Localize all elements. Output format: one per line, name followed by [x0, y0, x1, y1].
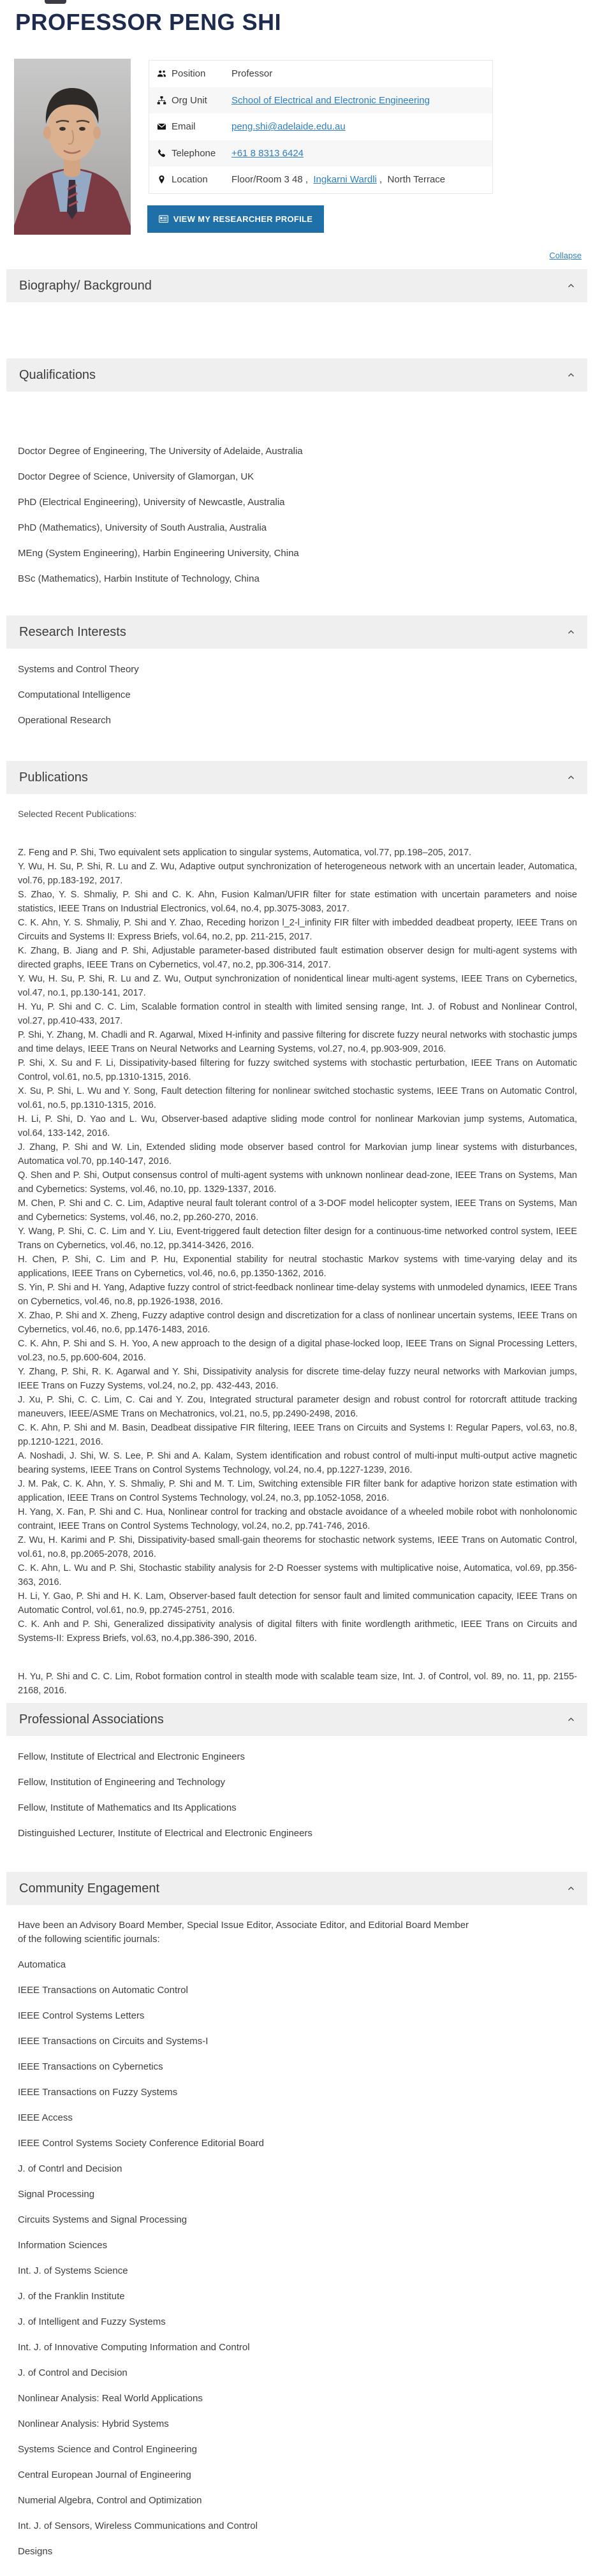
journal-item: J. of Contrl and Decision	[18, 2163, 122, 2174]
publication-item: H. Yu, P. Shi and C. C. Lim, Scalable formation control in stealth with limited sensing range, Int. J. of Robust and Nonlinear Control, vol.27, pp.410-433, 2017.	[18, 1002, 577, 1026]
journal-item: J. of Intelligent and Fuzzy Systems	[18, 2316, 166, 2327]
publication-last	[18, 1670, 577, 1698]
publication-item: P. Shi, X. Su and F. Li, Dissipativity-based filtering for fuzzy switched systems with stochastic perturbation, IEEE Trans on Automatic Control, vol.61, no.5, pp.1310-1315, 2016.	[18, 1058, 577, 1082]
publication-item: M. Chen, P. Shi and C. C. Lim, Adaptive neural fault tolerant control of a 3-DOF model helicopter system, IEEE Trans on Systems, Man and Cybernetics: Systems, vol.46, no.2, pp.260-270, 2016.	[18, 1198, 577, 1223]
journal-item: Nonlinear Analysis: Real World Applications	[18, 2392, 203, 2404]
contact-row-telephone	[149, 140, 492, 167]
section-title: Biography/ Background	[19, 278, 152, 293]
contact-row-location	[149, 166, 492, 193]
portrait-illustration	[14, 59, 131, 235]
telephone-link[interactable]: +61 8 8313 6424	[231, 147, 304, 159]
envelope-icon	[157, 122, 166, 131]
section-title: Publications	[19, 770, 88, 784]
publication-item: Y. Wu, H. Su, P. Shi, R. Lu and Z. Wu, Adaptive output synchronization of heterogeneous network with an uncertain leader, Automatica, vol.76, pp.183-192, 2017.	[18, 862, 577, 886]
publication-item: Q. Shen and P. Shi, Output consensus control of multi-agent systems with unknown nonlinear dead-zone, IEEE Trans on Systems, Man and Cybernetics: Systems, vol.46, no.10, pp. 1329-1337, 2016.	[18, 1170, 577, 1195]
position-value: Professor	[231, 68, 273, 80]
collapse-all-link[interactable]: Collapse	[549, 251, 582, 260]
chevron-up-icon	[568, 283, 575, 288]
id-card-icon	[159, 214, 168, 224]
publication-item: C. K. Ahn, P. Shi and S. H. Yoo, A new approach to the design of a digital phase-locked loop, IEEE Trans on Signal Processing Letters, vol.23, no.5, pp.600-604, 2016.	[18, 1339, 577, 1363]
chevron-up-icon	[568, 1717, 575, 1722]
publications-list	[18, 846, 577, 1645]
chevron-up-icon	[568, 1886, 575, 1891]
journal-item: Information Sciences	[18, 2239, 108, 2251]
association-item: Fellow, Institution of Engineering and Technology	[18, 1776, 225, 1788]
journal-item: IEEE Access	[18, 2112, 73, 2123]
field-label: Org Unit	[172, 94, 207, 106]
publication-item: J. Zhang, P. Shi and W. Lin, Extended sliding mode observer based control for Markovian jump linear systems with disturbances, Automatica vol.70, pp.140-147, 2016.	[18, 1142, 577, 1167]
qualification-item: MEng (System Engineering), Harbin Engineering University, China	[18, 547, 299, 559]
contact-row-email	[149, 114, 492, 140]
publication-item: Y. Zhang, P. Shi, R. K. Agarwal and Y. Shi, Dissipativity analysis for discrete time-delay fuzzy neural networks with Markovian jumps, IEEE Trans on Fuzzy Systems, vol.24, no.2, pp. 432-443, 2016.	[18, 1367, 577, 1391]
publication-item: J. M. Pak, C. K. Ahn, Y. S. Shmaliy, P. Shi and M. T. Lim, Switching extensible FIR filter bank for adaptive horizon state estimation with application, IEEE Trans on Control Systems Technology, vol.24, no.3, pp.1052-1058, 2016.	[18, 1479, 577, 1503]
publication-item: K. Zhang, B. Jiang and P. Shi, Adjustable parameter-based distributed fault estimation observer design for multi-agent systems with directed graphs, IEEE Trans on Cybernetics, vol.47, no.2, pp.306-314, 2017.	[18, 946, 577, 970]
phone-icon	[157, 149, 166, 158]
journal-item: Int. J. of Systems Science	[18, 2265, 128, 2276]
publication-item: X. Su, P. Shi, L. Wu and Y. Song, Fault detection filtering for nonlinear switched stochastic systems, IEEE Trans on Automatic Control, vol.61, no.5, pp.1310-1315, 2016.	[18, 1086, 577, 1110]
journal-item: Automatica	[18, 1959, 66, 1970]
research-interest-item: Systems and Control Theory	[18, 663, 139, 675]
qualification-item: BSc (Mathematics), Harbin Institute of Technology, China	[18, 573, 260, 584]
publication-item: A. Noshadi, J. Shi, W. S. Lee, P. Shi and A. Kalam, System identification and robust control of multi-input multi-output active magnetic bearing systems, IEEE Trans on Control Systems Technology, vol.24, no.4, pp.1227-1239, 2016.	[18, 1451, 577, 1475]
association-item: Fellow, Institute of Mathematics and Its Applications	[18, 1802, 237, 1813]
field-label: Email	[172, 121, 196, 133]
professional-associations-list	[18, 1744, 312, 1846]
location-suffix: , North Terrace	[376, 174, 446, 186]
section-title: Research Interests	[19, 624, 126, 639]
journal-item: Signal Processing	[18, 2188, 95, 2200]
journal-item: Int. J. of Sensors, Wireless Communications and Control	[18, 2520, 258, 2531]
journal-item: Numerial Algebra, Control and Optimization	[18, 2494, 202, 2506]
contact-table	[149, 60, 493, 194]
publication-item: H. Yu, P. Shi and C. C. Lim, Robot formation control in stealth mode with scalable team size, Int. J. of Control, vol. 89, no. 11, pp. 2155-2168, 2016.	[18, 1672, 577, 1696]
view-researcher-profile-button[interactable]	[147, 205, 324, 233]
users-icon	[157, 69, 166, 78]
section-header-research-interests[interactable]	[6, 615, 587, 649]
section-title: Qualifications	[19, 367, 96, 382]
publication-item: Y. Wu, H. Su, P. Shi, R. Lu and Z. Wu, Output synchronization of nonidentical linear multi-agent systems, IEEE Trans on Cybernetics, vol.47, no.1, pp.130-141, 2017.	[18, 974, 577, 998]
button-label: VIEW MY RESEARCHER PROFILE	[173, 214, 313, 224]
publication-item: H. Yang, X. Fan, P. Shi and C. Hua, Nonlinear control for tracking and obstacle avoidance of a wheeled mobile robot with nonholonomic contraint, IEEE Trans on Control Systems Technology, vol.24, no.2, pp.741-746, 2016.	[18, 1507, 577, 1531]
journals-list	[18, 1952, 264, 2564]
section-header-community-engagement[interactable]	[6, 1872, 587, 1905]
section-header-publications[interactable]	[6, 761, 587, 794]
location-value	[231, 174, 492, 185]
section-header-biography[interactable]	[6, 269, 587, 302]
chevron-up-icon	[568, 775, 575, 780]
journal-item: Designs	[18, 2545, 53, 2557]
journal-item: Circuits Systems and Signal Processing	[18, 2214, 187, 2225]
journal-item: J. of the Franklin Institute	[18, 2290, 125, 2302]
top-crop-artifact	[45, 0, 66, 4]
journal-item: Systems Science and Control Engineering	[18, 2443, 197, 2455]
section-header-qualifications[interactable]	[6, 358, 587, 392]
profile-photo	[14, 59, 131, 235]
section-title: Professional Associations	[19, 1712, 164, 1726]
location-prefix: Floor/Room 3 48 ,	[231, 174, 314, 186]
qualification-item: Doctor Degree of Science, University of Glamorgan, UK	[18, 471, 254, 482]
association-item: Fellow, Institute of Electrical and Electronic Engineers	[18, 1751, 246, 1762]
qualifications-list	[18, 438, 303, 591]
sitemap-icon	[157, 96, 166, 105]
email-link[interactable]: peng.shi@adelaide.edu.au	[231, 121, 346, 133]
field-label: Position	[172, 68, 206, 80]
journal-item: IEEE Transactions on Fuzzy Systems	[18, 2086, 178, 2098]
contact-row-org-unit	[149, 87, 492, 114]
publication-item: H. Li, Y. Gao, P. Shi and H. K. Lam, Observer-based fault detection for sensor fault and limited communication capacity, IEEE Trans on Automatic Control, vol.61, no.9, pp.2745-2751, 2016.	[18, 1591, 577, 1616]
section-header-professional-associations[interactable]	[6, 1703, 587, 1736]
publication-item: C. K. Ahn, Y. S. Shmaliy, P. Shi and Y. Zhao, Receding horizon l_2-l_infinity FIR filter with imbedded deadbeat property, IEEE Trans on Circuits and Systems II: Express Briefs, vol.64, no.2, pp. 211-215, 2017.	[18, 918, 577, 942]
publication-item: Z. Wu, H. Karimi and P. Shi, Dissipativity-based small-gain theorems for stochastic network systems, IEEE Trans on Automatic Control, vol.61, no.8, pp.2065-2078, 2016.	[18, 1535, 577, 1559]
journal-item: J. of Control and Decision	[18, 2367, 128, 2378]
qualification-item: PhD (Electrical Engineering), University of Newcastle, Australia	[18, 496, 285, 508]
research-interests-list	[18, 656, 139, 733]
journal-item: IEEE Transactions on Cybernetics	[18, 2061, 163, 2072]
journal-item: IEEE Control Systems Letters	[18, 2010, 145, 2021]
journal-item: IEEE Transactions on Automatic Control	[18, 1984, 188, 1996]
journal-item: IEEE Transactions on Circuits and Systems-I	[18, 2035, 209, 2047]
publication-item: Z. Feng and P. Shi, Two equivalent sets application to singular systems, Automatica, vol.77, pp.198–205, 2017.	[18, 848, 472, 858]
qualification-item: PhD (Mathematics), University of South Australia, Australia	[18, 522, 267, 533]
publication-item: H. Li, P. Shi, D. Yao and L. Wu, Observer-based adaptive sliding mode control for nonlinear Markovian jump systems, Automatica, vol.64, 133-142, 2016.	[18, 1114, 577, 1138]
research-interest-item: Computational Intelligence	[18, 689, 131, 700]
journal-item: Nonlinear Analysis: Hybrid Systems	[18, 2418, 169, 2429]
publication-item: C. K. Ahn, P. Shi and M. Basin, Deadbeat dissipative FIR filtering, IEEE Trans on Circuits and Systems I: Regular Papers, vol.63, no.8, pp.1210-1221, 2016.	[18, 1423, 577, 1447]
journal-item: Central European Journal of Engineering	[18, 2469, 191, 2480]
page-title: PROFESSOR PENG SHI	[15, 9, 282, 35]
community-engagement-intro: Have been an Advisory Board Member, Special Issue Editor, Associate Editor, and Editorial Board Member of the following scientific journals:	[18, 1920, 469, 1945]
map-marker-icon	[157, 175, 166, 184]
field-label: Telephone	[172, 147, 216, 159]
association-item: Distinguished Lecturer, Institute of Electrical and Electronic Engineers	[18, 1827, 312, 1839]
journal-item: IEEE Control Systems Society Conference Editorial Board	[18, 2137, 265, 2149]
research-interest-item: Operational Research	[18, 714, 111, 726]
chevron-up-icon	[568, 629, 575, 635]
section-title: Community Engagement	[19, 1881, 160, 1895]
publications-intro: Selected Recent Publications:	[18, 809, 136, 819]
org-unit-link[interactable]: School of Electrical and Electronic Engineering	[231, 94, 430, 106]
publication-item: C. K. Anh and P. Shi, Generalized dissipativity analysis of digital filters with finite wordlength arithmetic, IEEE Trans on Circuits and Systems-II: Express Briefs, vol.63, no.4,pp.386-390, 2016.	[18, 1619, 577, 1644]
publication-item: Y. Wang, P. Shi, C. C. Lim and Y. Liu, Event-triggered fault detection filter design for a continuous-time networked control system, IEEE Trans on Cybernetics, vol.46, no.12, pp.3414-3426, 2016.	[18, 1226, 577, 1251]
publication-item: X. Zhao, P. Shi and X. Zheng, Fuzzy adaptive control design and discretization for a class of nonlinear uncertain systems, IEEE Trans on Cybernetics, vol.46, no.6, pp.1476-1483, 2016.	[18, 1311, 577, 1335]
publication-item: S. Yin, P. Shi and H. Yang, Adaptive fuzzy control of strict-feedback nonlinear time-delay systems with unmodeled dynamics, IEEE Trans on Cybernetics, vol.46, no.8, pp.1926-1938, 2016.	[18, 1283, 577, 1307]
building-link[interactable]: Ingkarni Wardli	[313, 174, 377, 186]
contact-row-position	[149, 61, 492, 87]
publication-item: P. Shi, Y. Zhang, M. Chadli and R. Agarwal, Mixed H-infinity and passive filtering for discrete fuzzy neural networks with stochastic jumps and time delays, IEEE Trans on Neural Networks and Learning Systems, vol.27, no.4, pp.903-909, 2016.	[18, 1030, 577, 1054]
chevron-up-icon	[568, 372, 575, 378]
journal-item: Int. J. of Innovative Computing Information and Control	[18, 2341, 250, 2353]
qualification-item: Doctor Degree of Engineering, The University of Adelaide, Australia	[18, 445, 303, 457]
publication-item: H. Chen, P. Shi, C. Lim and P. Hu, Exponential stability for neutral stochastic Markov systems with time-varying delay and its applications, IEEE Trans on Cybernetics, vol.46, no.6, pp.1350-1362, 2016.	[18, 1255, 577, 1279]
publication-item: S. Zhao, Y. S. Shmaliy, P. Shi and C. K. Ahn, Fusion Kalman/UFIR filter for state estimation with uncertain parameters and noise statistics, IEEE Trans on Industrial Electronics, vol.64, no.4, pp.3075-3083, 2017.	[18, 890, 577, 914]
field-label: Location	[172, 174, 208, 186]
publication-item: C. K. Ahn, L. Wu and P. Shi, Stochastic stability analysis for 2-D Roesser systems with multiplicative noise, Automatica, vol.69, pp.356-363, 2016.	[18, 1563, 577, 1587]
publication-item: J. Xu, P. Shi, C. C. Lim, C. Cai and Y. Zou, Integrated structural parameter design and robust control for rotorcraft attitude tracking maneuvers, IEEE/ASME Trans on Mechatronics, vol.21, no.5, pp.2490-2498, 2016.	[18, 1395, 577, 1419]
